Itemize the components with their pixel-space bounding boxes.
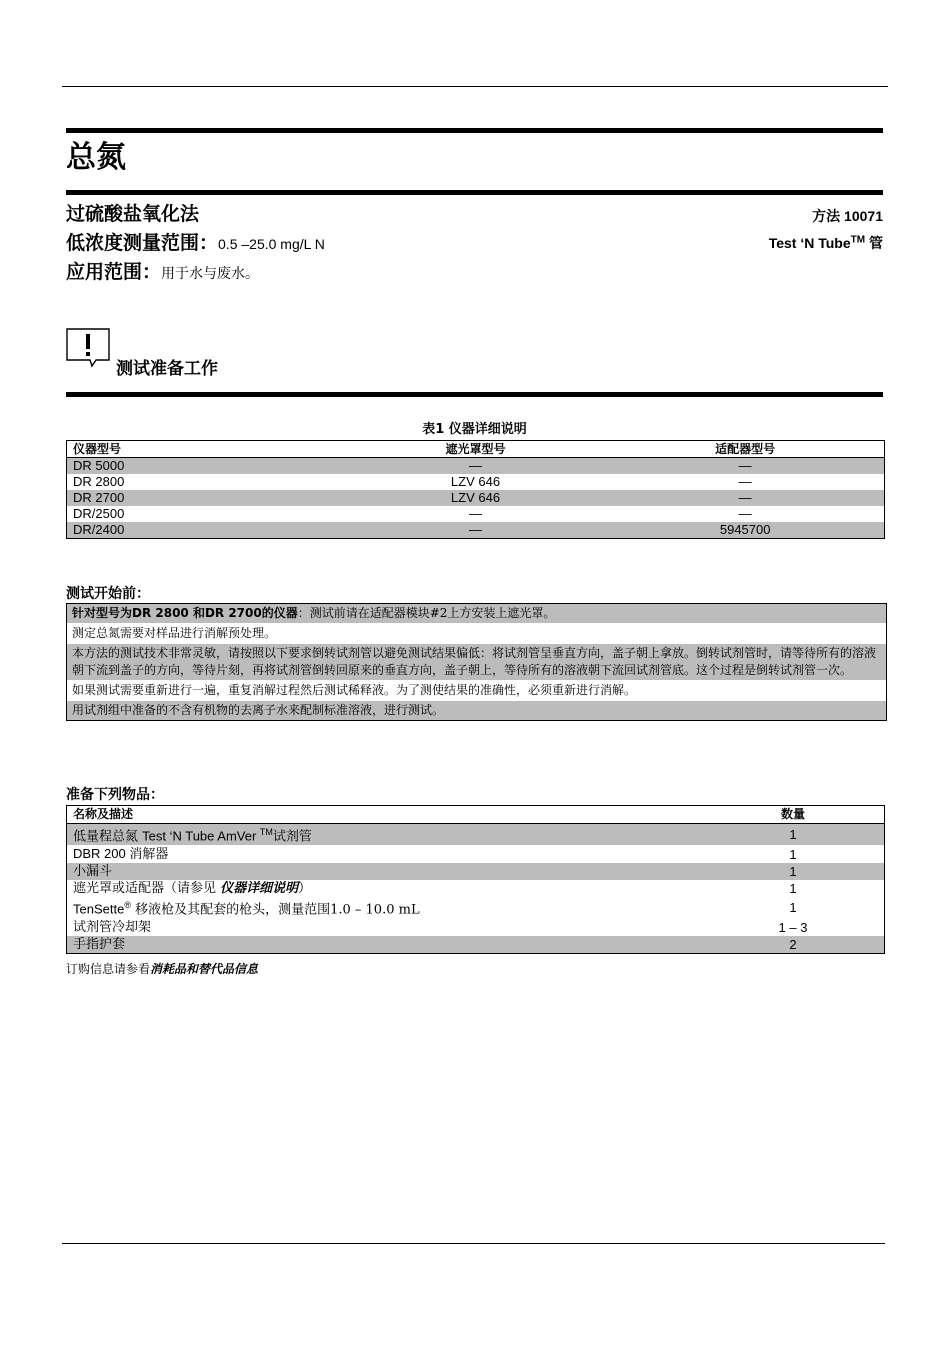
instrument-table xyxy=(66,440,885,539)
table-cell: LZV 646 xyxy=(450,474,501,489)
table-cell: DR 2700 xyxy=(73,490,125,505)
note-item: 本方法的测试技术非常灵敏，请按照以下要求倒转试剂管以避免测试结果偏低：将试剂管呈垂直方向，盖子朝上拿放。倒转试剂管时，请等待所有的溶液朝下流到盖子的方向，等待片刻，再将试剂管倒转回原来的垂直方向，盖子朝上，等待所有的溶液朝下流回试剂管底。这个过程是倒转试剂管一次。 xyxy=(67,644,886,681)
table-row xyxy=(67,897,885,918)
table-cell: TenSette® 移液枪及其配套的枪头，测量范围1.0 – 10.0 mL xyxy=(73,900,420,918)
title-bottom-bar xyxy=(66,190,883,195)
note-item: 如果测试需要重新进行一遍，重复消解过程然后测试稀释液。为了测使结果的准确性，必须重新进行消解。 xyxy=(67,681,886,701)
table-cell: DR 5000 xyxy=(73,458,125,473)
table-cell: 遮光罩或适配器（请参见 仪器详细说明） xyxy=(73,881,312,897)
table-cell: LZV 646 xyxy=(450,490,501,505)
table-cell: 试剂管冷却架 xyxy=(73,919,152,935)
table-row xyxy=(67,824,885,846)
table-cell: DBR 200 消解器 xyxy=(73,846,169,863)
table-row xyxy=(67,880,885,897)
table-cell: 手指护套 xyxy=(73,936,126,952)
table-cell: 5945700 xyxy=(719,522,771,537)
table-row xyxy=(67,845,885,863)
table-cell: 1 xyxy=(789,864,797,880)
note-bold-text: 针对型号为DR 2800 和DR 2700的仪器 xyxy=(72,606,298,620)
table-cell: — xyxy=(468,506,482,521)
note-item: 测定总氮需要对样品进行消解预处理。 xyxy=(67,624,886,644)
application-value: 用于水与废水。 xyxy=(161,266,260,282)
order-note-link: 消耗品和替代品信息 xyxy=(150,962,259,976)
table-header: 仪器型号 xyxy=(67,441,345,458)
product-name: Test ‘N Tube™ 管 xyxy=(768,234,883,251)
method-name: 过硫酸盐氧化法 xyxy=(66,203,200,225)
table-cell: DR/2500 xyxy=(73,506,125,521)
table-cell: DR 2800 xyxy=(73,474,125,489)
footer-rule xyxy=(62,1243,885,1244)
table-row xyxy=(67,458,885,475)
table-cell: 1 xyxy=(789,881,797,897)
table-cell: 1 – 3 xyxy=(778,919,808,935)
table-cell: — xyxy=(738,490,752,505)
order-note: 订购信息请参看消耗品和替代品信息 xyxy=(66,962,259,976)
table-cell: — xyxy=(468,522,482,537)
table-cell: 小漏斗 xyxy=(73,864,113,880)
table-row xyxy=(67,522,885,539)
range-line xyxy=(66,230,325,257)
table-row xyxy=(67,863,885,880)
table-header-row xyxy=(67,806,885,824)
table-cell: — xyxy=(738,458,752,473)
table-header: 数量 xyxy=(702,806,885,824)
range-label: 低浓度测量范围： xyxy=(66,232,219,254)
supplies-table xyxy=(66,805,885,954)
table-row xyxy=(67,474,885,490)
table-row xyxy=(67,919,885,936)
table-row xyxy=(67,506,885,522)
prep-section-bar xyxy=(66,392,883,397)
table-cell: 低量程总氮 Test ‘N Tube AmVer ™试剂管 xyxy=(73,827,312,845)
notice-icon xyxy=(66,328,110,368)
note-item: 针对型号为DR 2800 和DR 2700的仪器：测试前请在适配器模块#2上方安装上遮光罩。 xyxy=(67,604,886,624)
title-top-bar xyxy=(66,128,883,133)
application-label: 应用范围： xyxy=(66,261,162,283)
table-cell: — xyxy=(738,506,752,521)
prep-section-title: 测试准备工作 xyxy=(116,359,218,379)
method-number: 方法 10071 xyxy=(812,208,883,224)
table-cell: — xyxy=(738,474,752,489)
supplies-heading: 准备下列物品： xyxy=(66,787,164,803)
table-header-row xyxy=(67,441,885,458)
before-test-heading: 测试开始前： xyxy=(66,586,150,602)
table-cell: 1 xyxy=(789,900,797,916)
application-line xyxy=(66,259,259,287)
table-row xyxy=(67,936,885,954)
before-test-notes xyxy=(66,603,887,721)
range-value: 0.5 –25.0 mg/L N xyxy=(218,236,325,252)
table-cell: 1 xyxy=(789,827,797,843)
table-cell: 2 xyxy=(789,936,797,952)
table-header: 适配器型号 xyxy=(606,441,884,458)
table-cell: — xyxy=(468,458,482,473)
header-rule xyxy=(62,86,888,87)
table1-caption: 表1 仪器详细说明 xyxy=(422,422,527,437)
table-header: 遮光罩型号 xyxy=(345,441,607,458)
table-cell: 1 xyxy=(789,846,797,862)
table-cell: DR/2400 xyxy=(73,522,125,537)
note-item: 用试剂组中准备的不含有机物的去离子水来配制标准溶液，进行测试。 xyxy=(67,701,886,720)
table-row xyxy=(67,490,885,506)
page-title: 总氮 xyxy=(66,140,126,175)
table-header: 名称及描述 xyxy=(67,806,703,824)
